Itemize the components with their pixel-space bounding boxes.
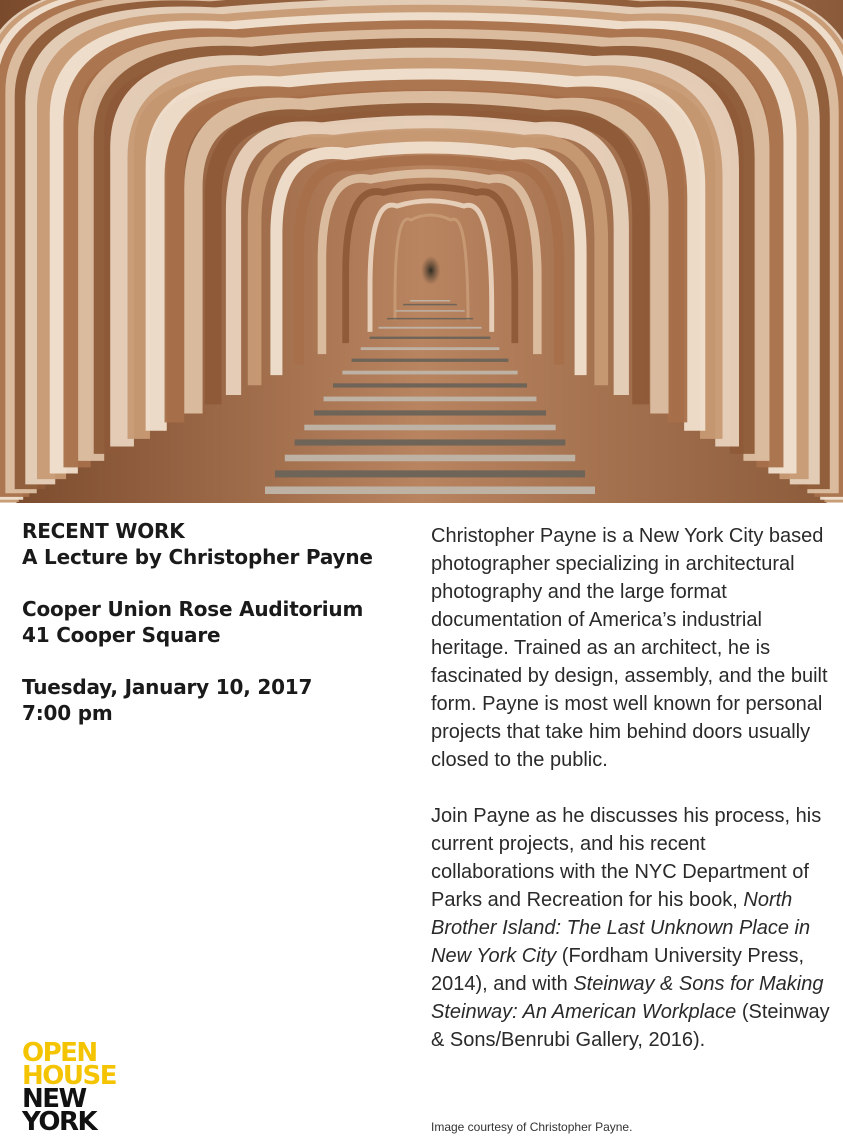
- p2-text-1: Join Payne as he discusses his process, his current projects, and his recent collaborations with the NYC Department of Parks and Recreation for his book,: [431, 805, 822, 911]
- hero-photo: [0, 0, 843, 503]
- description-paragraph-1: Christopher Payne is a New York City based photographer specializing in architectural photography and the large format documentation of America’s industrial heritage. Trained as an architect, he is fascinated by design, assembly, and the built form. Payne is most well known for personal projects that take him behind doors usually closed to the public.: [431, 525, 828, 771]
- book-title-steinway: Steinway & Sons for Making Steinway: An American Workplace: [431, 973, 824, 1023]
- description-paragraph-2: [431, 802, 831, 1054]
- event-time: 7:00 pm: [22, 701, 113, 725]
- event-details: [22, 518, 412, 726]
- p2-text-3: (Steinway & Sons/Benrubi Gallery, 2016).: [431, 1001, 830, 1051]
- event-description: [431, 522, 831, 1054]
- event-date: Tuesday, January 10, 2017: [22, 675, 313, 699]
- logo-line-new: NEW: [22, 1084, 86, 1114]
- event-title: RECENT WORK: [22, 519, 185, 543]
- book-title-north-brother: North Brother Island: The Last Unknown Place in New York City: [431, 889, 811, 967]
- logo-line-open: OPEN: [22, 1038, 97, 1068]
- event-venue: Cooper Union Rose Auditorium: [22, 597, 364, 621]
- event-address: 41 Cooper Square: [22, 623, 221, 647]
- logo-line-house: HOUSE: [22, 1061, 116, 1091]
- open-house-new-york-logo: [22, 1038, 116, 1137]
- image-credit: Image courtesy of Christopher Payne.: [431, 1120, 633, 1134]
- event-subtitle: A Lecture by Christopher Payne: [22, 545, 373, 569]
- logo-line-york: YORK: [22, 1107, 97, 1137]
- p2-text-2: (Fordham University Press, 2014), and with: [431, 945, 805, 995]
- arched-wood-tunnel-image: [0, 0, 843, 503]
